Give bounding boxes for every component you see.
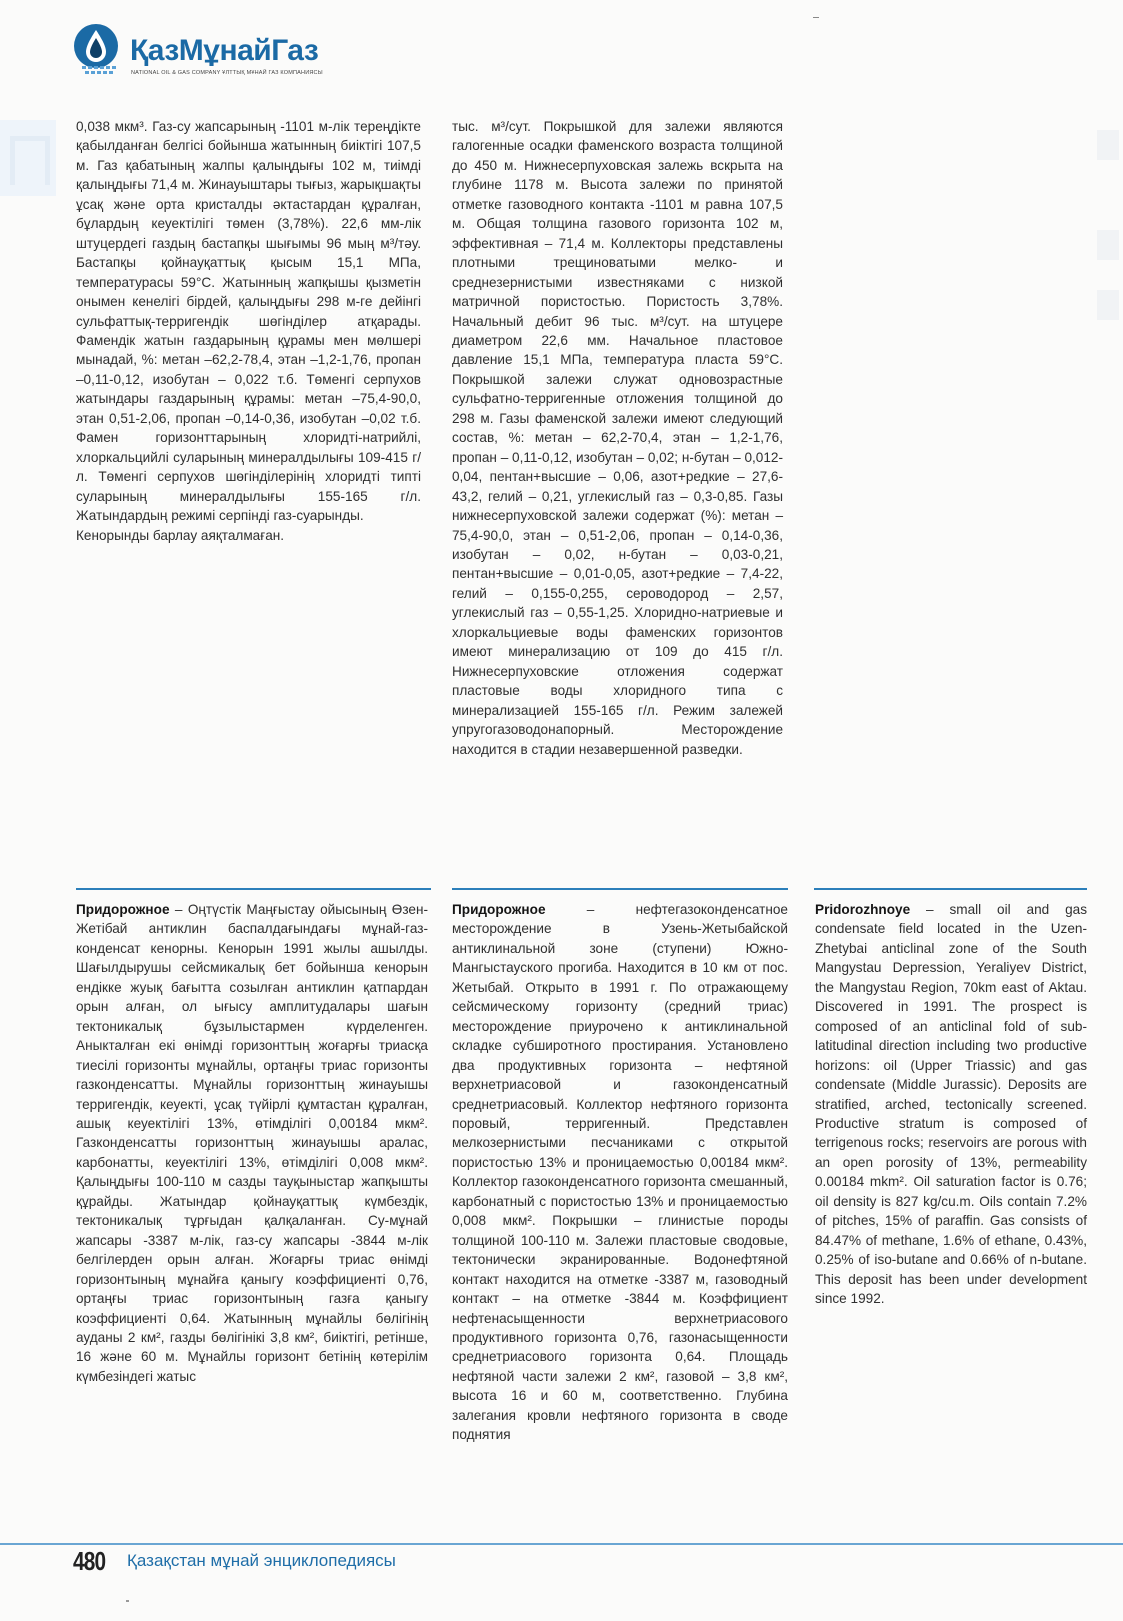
page-number: 480 [73,1546,106,1576]
scan-mark [813,17,819,18]
kazakh-continued-column [76,117,421,545]
side-tab-decoration [0,120,56,196]
russian-continued-column [452,117,783,759]
kazakh-entry [76,900,428,1386]
drop-icon [64,20,136,80]
entry-text-kazakh: – Оңтүстік Маңғыстау ойысының Өзен-Жетібай антиклин баспалдағындағы мұнай-газ-конденсат кенорны. Кенорын 1991 жылы ашылды. Шағылдырушы сейсмикалық бет бойынша кенорын ендікке жуық бағытта созылған антиклин қатпардан орын алған, ол ығысу амплитудалары шағын тектоникалық бұзылыстармен күрделенген. Аныкталған екі өнімді горизонттың жоғарғы триасқа тиесілі горизонты мұнайлы, ортаңғы триас горизонты газконденсатты. Мұнайлы горизонттың жинауышы терригендік, кеуекті, ұсақ түйірлі құмтастан құралған, ашық кеуектілігі 13%, өтімділігі 0,00184 мкм². Газконденсатты горизонттың жинауышы аралас, карбонатты, кеуектілігі 13%, өтімділігі 0,008 мкм². Қалыңдығы 100-110 м сазды тауқыныстар жапқышты құрайды. Жатындар қойнауқаттық күмбездік, тектоникалық тұрғыдан қалқаланған. Су-мұнай жапсары -3387 м-лік, газ-су жапсары -3844 м-лік белгілерден орын алған. Жоғарғы триас өнімді горизонтының мұнайға қаныгу коэффициенті 0,76, ортаңғы триас горизонтының газға қаныгу коэффициенті 0,64. Жатынның мұнайлы бөлігінің ауданы 2 км², газды бөлігінікі 3,8 км², биіктігі, ретінше, 16 және 60 м. Мұнайлы горизонт бетінің көтерілім күмбезіндегі жатыс [76,902,428,1384]
scan-mark-footer [126,1600,129,1602]
entry-text-russian: – нефтегазоконденсатное месторождение в Узень-Жетыбайской антиклинальной зоне (ступени) Южно-Мангыстауского прогиба. Находится в 10 км от пос. Жетыбай. Открыто в 1991 г. По отражающему сейсмическому горизонту (средний триас) месторождение приурочено к антиклинальной складке субширотного простирания. Установлено два продуктивных горизонта – нефтяной верхнетриасовой и газоконденсатный среднетриасовый. Коллектор нефтяного горизонта поровый, терригенный. Представлен мелкозернистыми песчаниками с открытой пористостью 13% и проницаемостью 0,00184 мкм². Коллектор газоконденсатного горизонта смешанный, карбонатный с пористостью 13% и проницаемостью 0,008 мкм². Покрышки – глинистые породы толщиной 100-110 м. Залежи пластовые сводовые, тектонически экранированные. Водонефтяной контакт находится на отметке -3387 м, газоводный контакт – на отметке -3844 м. Коэффициент нефтенасыщенности верхнетриасового продуктивного горизонта 0,76, газонасыщенности среднетриасового горизонта 0,64. Площадь нефтяной части залежи 2 км², газовой – 3,8 км², высота 16 и 60 м, соответственно. Глубина залегания кровли нефтяного горизонта в своде поднятия [452,902,788,1443]
section-letter-decoration [10,136,50,185]
entry-text-english: – small oil and gas condensate field located in the Uzen-Zhetybai anticlinal zone of the South Mangystau Depression, Yeraliyev District, the Mangystau Region, 70km east of Aktau. Discovered in 1991. The prospect is composed of an anticlinal fold of sub-latitudinal direction including two productive horizons: oil (Upper Triassic) and gas condensate (Middle Jurassic). Deposits are stratified, arched, tectonically screened. Productive stratum is composed of terrigenous rocks; reservoirs are porous with an open porosity of 13%, permeability 0.00184 mkm². Oil saturation factor is 0.76; oil density is 827 kg/cu.m. Oils contain 7.2% of pitches, 15% of paraffin. Gas consists of 84.47% of methane, 1.6% of ethane, 0.43%, 0.25% of iso-butane and 0.66% of n-butane. This deposit has been under development since 1992. [815,902,1087,1307]
logo-title: ҚазМұнайГаз [130,34,319,67]
entry-title-kazakh: Придорожное [76,902,170,917]
english-entry [815,900,1087,1309]
footer-rule [0,1543,1123,1545]
kazakh-paragraph: 0,038 мкм³. Газ-су жапсарының -1101 м-лік тереңдікте қабылданған белгісі бойынша жатынның биіктігі 107,5 м. Газ қабатының жалпы қалыңдығы 102 м, тиімді қалыңдығы 71,4 м. Жинауыштары тығыз, жарықшақты ұсақ және орта кристалды әктастардан құралған, бұлардың кеуектілігі төмен (3,78%). 22,6 мм-лік штуцердегі газдың бастапқы шығымы 96 мың м³/тәу. Бастапқы қойнауқаттық қысым 15,1 МПа, температурасы 59°С. Жатынның жапқышы қызметін онымен кенелігі бірдей, қалыңдығы 298 м-ге дейінгі сульфаттық-терригендік шөгінділер атқарады. Фамендік жатын газдарының құрамы мен мөлшері мынадай, %: метан –62,2-78,4, этан –1,2-1,76, пропан –0,11-0,12, изобутан – 0,022 т.б. Төменгі серпухов жатындары газдарының құрамы: метан –75,4-90,0, этан 0,51-2,06, пропан –0,14-0,36, изобутан –0,02 т.б. Фамен горизонттарының хлоридті-натрийлі, хлоркальцийлі суларының минералдылығы 109-415 г/л. Төменгі серпухов шөгінділерінің хлоридті типті суларының минералдылығы 155-165 г/л. Жатындардың режимі серпінді газ-суарынды. [76,119,421,524]
kazakh-paragraph-final: Кенорынды барлау аяқталмаған. [76,527,285,543]
entry-title-russian: Придорожное [452,902,546,917]
entry-title-english: Pridorozhnoye [815,902,911,917]
column-rule-russian [452,888,788,890]
column-rule-kazakh [76,888,431,890]
russian-entry [452,900,788,1445]
russian-paragraph: тыс. м³/сут. Покрышкой для залежи являются галогенные осадки фаменского возраста толщиной до 450 м. Нижнесерпуховская залежь вскрыта на глубине 1178 м. Высота залежи по принятой отметке газоводного контакта -1101 м равна 107,5 м. Общая толщина газового горизонта 102 м, эффективная – 71,4 м. Коллекторы представлены плотными трещиноватыми мелко- и среднезернистыми известняками с низкой матричной пористостью. Пористость 3,78%. Начальный дебит 96 тыс. м³/сут. на штуцере диаметром 22,6 мм. Начальное пластовое давление 15,1 МПа, температура пласта 59°С. Покрышкой залежи служат одновозрастные сульфатно-терригенные отложения толщиной до 298 м. Газы фаменской залежи имеют следующий состав, %: метан – 62,2-70,4, этан – 1,2-1,76, пропан – 0,11-0,12, изобутан – 0,02; н-бутан – 0,012-0,04, пентан+высшие – 0,06, азот+редкие – 27,6-43,2, гелий – 0,21, углекислый газ – 0,3-0,85. Газы нижнесерпуховской залежи содержат (%): метан – 75,4-90,0, этан – 0,51-2,06, пропан – 0,14-0,36, изобутан – 0,02, н-бутан – 0,03-0,21, пентан+высшие – 0,01-0,05, азот+редкие – 7,4-22, гелий – 0,155-0,255, сероводород – 2,57, углекислый газ – 0,55-1,25. Хлоридно-натриевые и хлоркальциевые воды фаменских горизонтов имеют минерализацию от 109 до 415 г/л. Нижнесерпуховские отложения содержат пластовые воды хлоридного типа с минерализацией 155-165 г/л. Режим залежей упругогазоводонапорный. Месторождение находится в стадии незавершенной разведки. [452,119,783,757]
company-logo [64,20,364,80]
page-bleed-decoration [1083,120,1123,340]
book-title: Қазақстан мұнай энциклопедиясы [127,1551,396,1570]
column-rule-english [814,888,1087,890]
logo-subtitle: NATIONAL OIL & GAS COMPANY ҰЛТТЫҚ МҰНАЙ ГАЗ КОМПАНИЯСЫ [131,70,323,76]
